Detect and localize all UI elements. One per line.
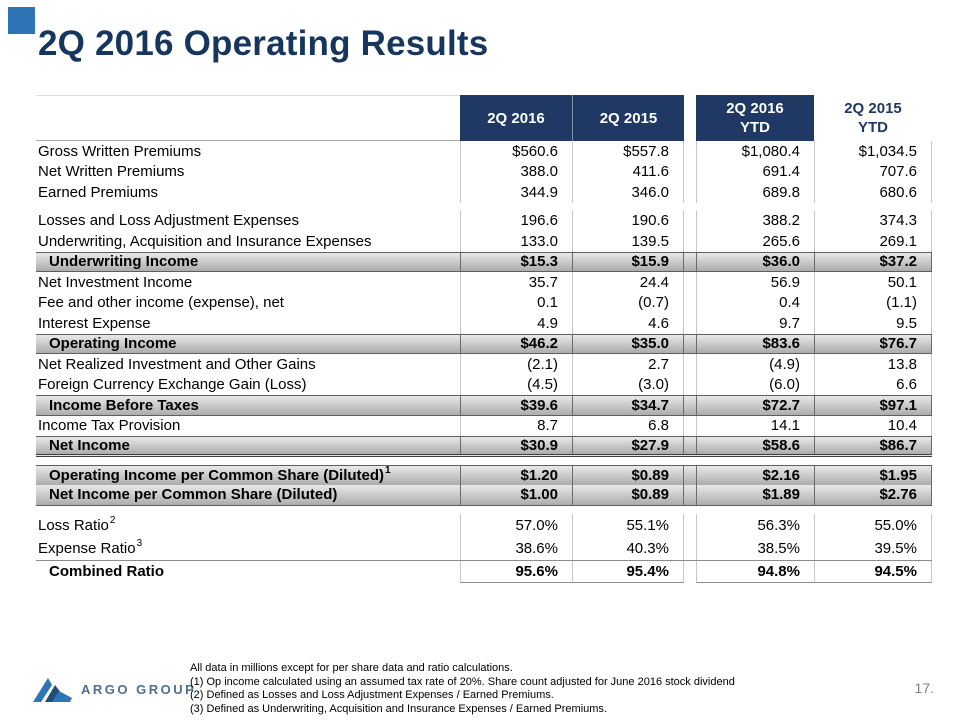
row-value: (6.0) <box>696 375 814 396</box>
row-label: Income Tax Provision <box>38 417 181 435</box>
row-value: $2.76 <box>814 485 932 505</box>
column-gap <box>684 485 696 505</box>
column-gap <box>684 375 696 396</box>
table-row <box>36 436 932 457</box>
row-label: Operating Income per Common Share (Diluted) $^1$ <box>49 464 391 484</box>
column-gap <box>684 437 696 454</box>
row-value: 40.3% <box>572 537 684 560</box>
footnote-ref: 2 <box>109 514 116 526</box>
row-value: 55.0% <box>814 514 932 537</box>
row-value: $97.1 <box>814 396 932 415</box>
table-row <box>36 375 932 396</box>
row-value: 2.7 <box>572 354 684 375</box>
row-label: Net Written Premiums <box>38 163 185 181</box>
row-value: 95.6% <box>460 561 572 583</box>
row-value: 689.8 <box>696 182 814 203</box>
column-gap <box>684 537 696 560</box>
row-value: $15.9 <box>572 253 684 272</box>
row-value: $30.9 <box>460 437 572 454</box>
table-row <box>36 141 932 162</box>
row-value: $1.20 <box>460 466 572 486</box>
row-value: $557.8 <box>572 141 684 162</box>
row-value: 374.3 <box>814 211 932 232</box>
column-gap <box>684 141 696 162</box>
row-label: Combined Ratio <box>49 563 164 580</box>
row-value: $1,034.5 <box>814 141 932 162</box>
row-label: Net Income per Common Share (Diluted) <box>49 486 338 504</box>
row-value: 269.1 <box>814 231 932 252</box>
row-value: 13.8 <box>814 354 932 375</box>
table-row <box>36 514 932 537</box>
row-value: $76.7 <box>814 335 932 354</box>
footnote-line: All data in millions except for per share data and ratio calculations. <box>190 662 513 674</box>
page-title: 2Q 2016 Operating Results <box>38 24 489 63</box>
argo-logo-icon <box>32 676 72 703</box>
row-value: 196.6 <box>460 211 572 232</box>
row-value: $1.95 <box>814 466 932 486</box>
row-value: 346.0 <box>572 182 684 203</box>
header-line: 2Q 2015 <box>599 109 658 127</box>
row-value: 344.9 <box>460 182 572 203</box>
table-row <box>36 313 932 334</box>
column-gap <box>684 354 696 375</box>
row-value: 95.4% <box>572 561 684 583</box>
footnotes <box>190 662 735 716</box>
results-table-body <box>36 141 932 583</box>
column-gap <box>684 335 696 354</box>
column-gap <box>684 466 696 486</box>
footnote-ref: 3 <box>136 537 143 549</box>
row-value: 133.0 <box>460 231 572 252</box>
row-value: 57.0% <box>460 514 572 537</box>
row-label: Net Investment Income <box>38 273 193 291</box>
table-row <box>36 416 932 437</box>
row-value: 10.4 <box>814 416 932 437</box>
row-label: Operating Income <box>49 335 177 353</box>
table-row <box>36 182 932 203</box>
row-value: 411.6 <box>572 162 684 183</box>
footnote-line: (1) Op income calculated using an assumed tax rate of 20%. Share count adjusted for June 2016 stock dividend <box>190 675 735 688</box>
column-gap <box>684 182 696 203</box>
column-header-2q2016-ytd <box>696 95 814 141</box>
row-value: (3.0) <box>572 375 684 396</box>
operating-results-table <box>36 95 932 583</box>
row-value: $560.6 <box>460 141 572 162</box>
row-value: $39.6 <box>460 396 572 415</box>
row-value: $37.2 <box>814 253 932 272</box>
row-value: 4.9 <box>460 313 572 334</box>
row-label: Expense Ratio $^3$ <box>38 537 143 557</box>
row-value: 56.3% <box>696 514 814 537</box>
header-gap <box>684 95 696 141</box>
row-value: 94.8% <box>696 561 814 583</box>
row-value: 38.6% <box>460 537 572 560</box>
column-header-2q2015 <box>572 95 684 141</box>
column-header-2q2015-ytd <box>814 95 932 141</box>
row-value: 6.8 <box>572 416 684 437</box>
row-value: 35.7 <box>460 272 572 293</box>
row-value: $1,080.4 <box>696 141 814 162</box>
row-value: 4.6 <box>572 313 684 334</box>
row-value: $27.9 <box>572 437 684 454</box>
row-value: (0.7) <box>572 293 684 314</box>
header-line: YTD <box>858 119 888 136</box>
row-value: 707.6 <box>814 162 932 183</box>
row-value: 0.1 <box>460 293 572 314</box>
table-row <box>36 485 932 506</box>
row-value: $46.2 <box>460 335 572 354</box>
row-value: 56.9 <box>696 272 814 293</box>
footnote-line: (2) Defined as Losses and Loss Adjustment Expenses / Earned Premiums. <box>190 689 554 701</box>
column-gap <box>684 416 696 437</box>
column-gap <box>684 313 696 334</box>
row-value: 139.5 <box>572 231 684 252</box>
table-row <box>36 354 932 375</box>
row-label: Earned Premiums <box>38 183 159 201</box>
row-value: 0.4 <box>696 293 814 314</box>
argo-group-logo <box>32 676 196 703</box>
row-value: 94.5% <box>814 561 932 583</box>
row-value: $1.89 <box>696 485 814 505</box>
row-value: 9.5 <box>814 313 932 334</box>
row-value: $15.3 <box>460 253 572 272</box>
row-value: (2.1) <box>460 354 572 375</box>
row-value: 14.1 <box>696 416 814 437</box>
column-gap <box>684 293 696 314</box>
column-gap <box>684 561 696 583</box>
row-value: 55.1% <box>572 514 684 537</box>
row-value: (1.1) <box>814 293 932 314</box>
table-row <box>36 395 932 416</box>
row-value: $2.16 <box>696 466 814 486</box>
footnote-ref: 1 <box>385 464 391 476</box>
header-line: YTD <box>740 119 770 136</box>
column-gap <box>684 514 696 537</box>
header-line: 2Q 2015 <box>844 100 902 117</box>
row-value: $0.89 <box>572 466 684 486</box>
header-line: 2Q 2016 <box>726 100 784 117</box>
row-label: Gross Written Premiums <box>38 142 202 160</box>
row-label: Loss Ratio $^2$ <box>38 514 116 534</box>
row-value: 265.6 <box>696 231 814 252</box>
table-row <box>36 272 932 293</box>
row-label: Underwriting Income <box>49 253 199 271</box>
table-row <box>36 211 932 232</box>
column-gap <box>684 272 696 293</box>
row-value: 388.0 <box>460 162 572 183</box>
row-value: 680.6 <box>814 182 932 203</box>
header-line: 2Q 2016 <box>487 109 545 127</box>
table-row <box>36 560 932 583</box>
accent-square <box>8 7 35 34</box>
row-value: 6.6 <box>814 375 932 396</box>
row-value: 388.2 <box>696 211 814 232</box>
table-row <box>36 465 932 486</box>
row-label: Income Before Taxes <box>49 396 199 414</box>
row-value: $86.7 <box>814 437 932 454</box>
row-value: $0.89 <box>572 485 684 505</box>
table-header-row <box>36 95 932 141</box>
row-value: 691.4 <box>696 162 814 183</box>
row-label: Fee and other income (expense), net <box>38 294 284 312</box>
table-row <box>36 334 932 355</box>
table-row <box>36 252 932 273</box>
row-value: (4.5) <box>460 375 572 396</box>
row-value: 50.1 <box>814 272 932 293</box>
column-gap <box>684 231 696 252</box>
row-label: Net Realized Investment and Other Gains <box>38 355 316 373</box>
row-value: $34.7 <box>572 396 684 415</box>
table-row <box>36 162 932 183</box>
argo-logo-text: ARGO GROUP <box>81 682 197 697</box>
row-label: Underwriting, Acquisition and Insurance Expenses <box>38 232 372 250</box>
page-number: 17. <box>914 680 934 696</box>
row-value: 39.5% <box>814 537 932 560</box>
table-row <box>36 537 932 560</box>
row-value: 190.6 <box>572 211 684 232</box>
column-gap <box>684 253 696 272</box>
row-value: $35.0 <box>572 335 684 354</box>
row-value: 24.4 <box>572 272 684 293</box>
header-spacer <box>36 95 460 141</box>
row-value: $83.6 <box>696 335 814 354</box>
row-value: $36.0 <box>696 253 814 272</box>
row-value: 9.7 <box>696 313 814 334</box>
row-value: $72.7 <box>696 396 814 415</box>
column-header-2q2016 <box>460 95 572 141</box>
row-value: 8.7 <box>460 416 572 437</box>
row-value: $58.6 <box>696 437 814 454</box>
column-gap <box>684 396 696 415</box>
row-value: $1.00 <box>460 485 572 505</box>
table-row <box>36 231 932 252</box>
row-value: 38.5% <box>696 537 814 560</box>
column-gap <box>684 211 696 232</box>
row-label: Losses and Loss Adjustment Expenses <box>38 212 299 230</box>
footnote-line: (3) Defined as Underwriting, Acquisition and Insurance Expenses / Earned Premiums. <box>190 702 607 715</box>
row-value: (4.9) <box>696 354 814 375</box>
column-gap <box>684 162 696 183</box>
row-label: Foreign Currency Exchange Gain (Loss) <box>38 376 307 394</box>
row-label: Net Income <box>49 437 130 454</box>
row-label: Interest Expense <box>38 314 151 332</box>
table-row <box>36 293 932 314</box>
